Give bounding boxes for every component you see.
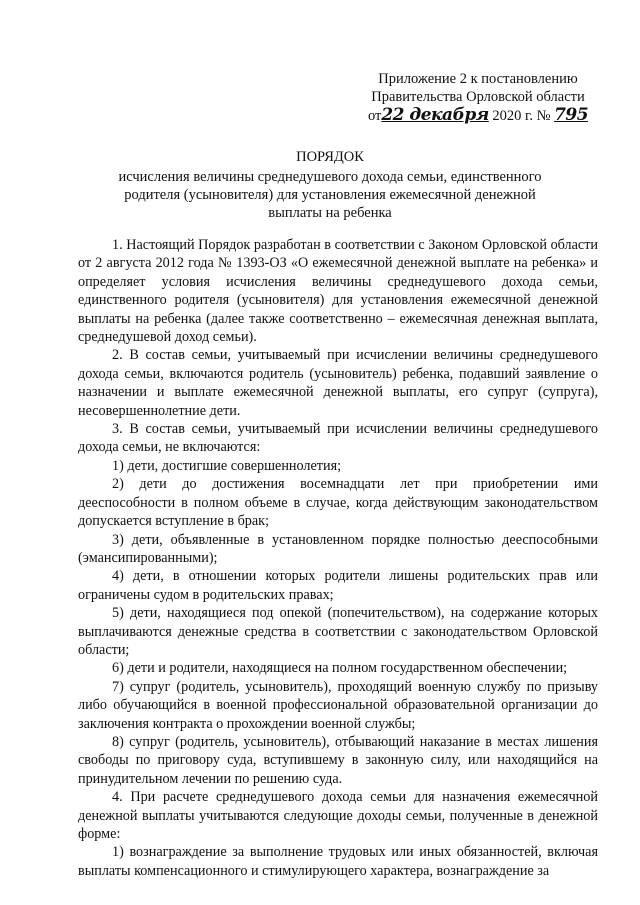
paragraph: 3. В состав семьи, учитываемый при исчислении величины среднедушевого дохода семьи, не включаются: xyxy=(78,421,598,456)
list-item: 5) дети, находящиеся под опекой (попечительством), на содержание которых выплачиваются денежные средства в соответствии с законодательством Орловской области; xyxy=(78,605,598,658)
paragraph: 1. Настоящий Порядок разработан в соответствии с Законом Орловской области от 2 августа 2012 года № 1393-ОЗ «О ежемесячной денежной выплате на ребенка» и определяет условия исчисления величины среднедушевого дохода семьи, единственного родителя (усыновителя) для установления ежемесячной денежной выплаты на ребенка (далее также соответственно – ежемесячная денежная выплата, среднедушевой доход семьи). xyxy=(78,237,598,346)
appendix-date-line xyxy=(348,106,608,125)
appendix-line-1: Приложение 2 к постановлению xyxy=(378,71,578,87)
date-prefix: от xyxy=(367,108,382,124)
year-number-label: 2020 г. № xyxy=(492,108,551,124)
paragraph: 4. При расчете среднедушевого дохода семьи для назначения ежемесячной денежной выплаты учитываются следующие доходы семьи, полученные в денежной форме: xyxy=(78,789,598,842)
title-subtitle: исчисления величины среднедушевого дохода семьи, единственного родителя (усыновителя) для установления ежемесячной денежной выплаты на ребенка xyxy=(118,169,542,221)
appendix-line-2: Правительства Орловской области xyxy=(371,89,585,105)
appendix-header xyxy=(348,70,608,125)
list-item: 2) дети до достижения восемнадцати лет при приобретении ими дееспособности в полном объеме в случае, когда действующим законодательством допускается вступление в брак; xyxy=(78,476,598,530)
document-body xyxy=(78,236,598,880)
list-item: 8) супруг (родитель, усыновитель), отбывающий наказание в местах лишения свободы по приговору суда, вступившему в законную силу, или находящийся на принудительном лечении по решению суда. xyxy=(78,733,598,787)
list-item: 1) дети, достигшие совершеннолетия; xyxy=(112,457,342,474)
list-item: 3) дети, объявленные в установленном порядке полностью дееспособными (эмансипированными); xyxy=(78,531,598,566)
list-item: 6) дети и родители, находящиеся на полном государственном обеспечении; xyxy=(112,660,568,677)
handwritten-number: 795 xyxy=(554,105,589,125)
title-heading: ПОРЯДОК xyxy=(296,149,364,165)
handwritten-date: 22 декабря xyxy=(381,105,489,125)
list-item: 7) супруг (родитель, усыновитель), проходящий военную службу по призыву либо обучающийся в военной профессиональной образовательной организации до заключения контракта о прохождении военной службы; xyxy=(78,678,598,732)
list-item: 4) дети, в отношении которых родители лишены родительских прав или ограничены судом в родительских правах; xyxy=(78,568,598,603)
paragraph: 2. В состав семьи, учитываемый при исчислении величины среднедушевого дохода семьи, включаются родитель (усыновитель) ребенка, подавший заявление о назначении и выплате ежемесячной денежной выплаты, его супруг (супруга), несовершеннолетние дети. xyxy=(78,347,598,419)
list-item: 1) вознаграждение за выполнение трудовых или иных обязанностей, включая выплаты компенсационного и стимулирующего характера, вознаграждение за xyxy=(78,844,598,879)
document-title xyxy=(110,148,550,222)
